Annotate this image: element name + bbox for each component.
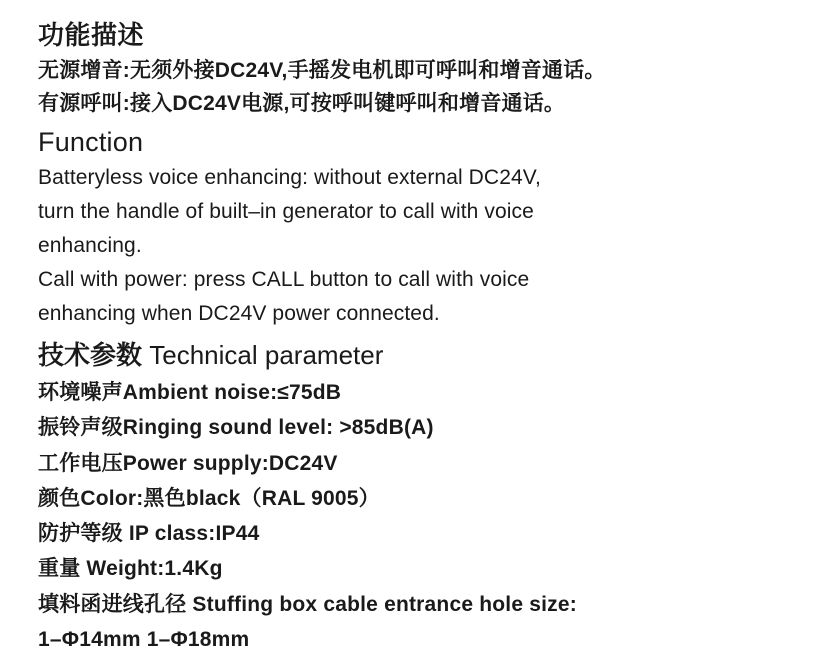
- spec-title-cn: 技术参数: [38, 339, 143, 370]
- function-line-cn-2: 有源呼叫:接入DC24V电源,可按呼叫键呼叫和增音通话。: [38, 91, 566, 115]
- spec-item-weight: 重量 Weight:1.4Kg: [38, 557, 223, 581]
- function-line-en-1: Batteryless voice enhancing: without external DC24V,: [38, 165, 541, 189]
- spec-item-hole-sizes: 1–Φ14mm 1–Φ18mm: [38, 627, 250, 651]
- function-title-cn: 功能描述: [38, 20, 145, 50]
- function-line-en-5: enhancing when DC24V power connected.: [38, 301, 440, 325]
- spec-title: [38, 337, 800, 373]
- function-line-en-3: enhancing.: [38, 233, 142, 257]
- function-line-en-4: Call with power: press CALL button to call with voice: [38, 267, 530, 291]
- function-line-en-2: turn the handle of built–in generator to call with voice: [38, 199, 534, 223]
- spec-title-en: Technical parameter: [149, 339, 384, 370]
- spec-item-color: 颜色Color:黑色black（RAL 9005）: [38, 486, 380, 510]
- function-section: [38, 18, 800, 331]
- spec-item-ringing-sound-level: 振铃声级Ringing sound level: >85dB(A): [38, 416, 434, 440]
- spec-item-stuffing-box: 填料函进线孔径 Stuffing box cable entrance hole size:: [38, 592, 577, 616]
- spec-item-ambient-noise: 环境噪声Ambient noise:≤75dB: [38, 381, 342, 405]
- function-title-en: Function: [38, 127, 144, 158]
- spec-item-power-supply: 工作电压Power supply:DC24V: [38, 451, 338, 475]
- spec-section: [38, 337, 800, 657]
- spec-item-ip-class: 防护等级 IP class:IP44: [38, 522, 260, 546]
- function-line-cn-1: 无源增音:无须外接DC24V,手摇发电机即可呼叫和增音通话。: [38, 59, 606, 83]
